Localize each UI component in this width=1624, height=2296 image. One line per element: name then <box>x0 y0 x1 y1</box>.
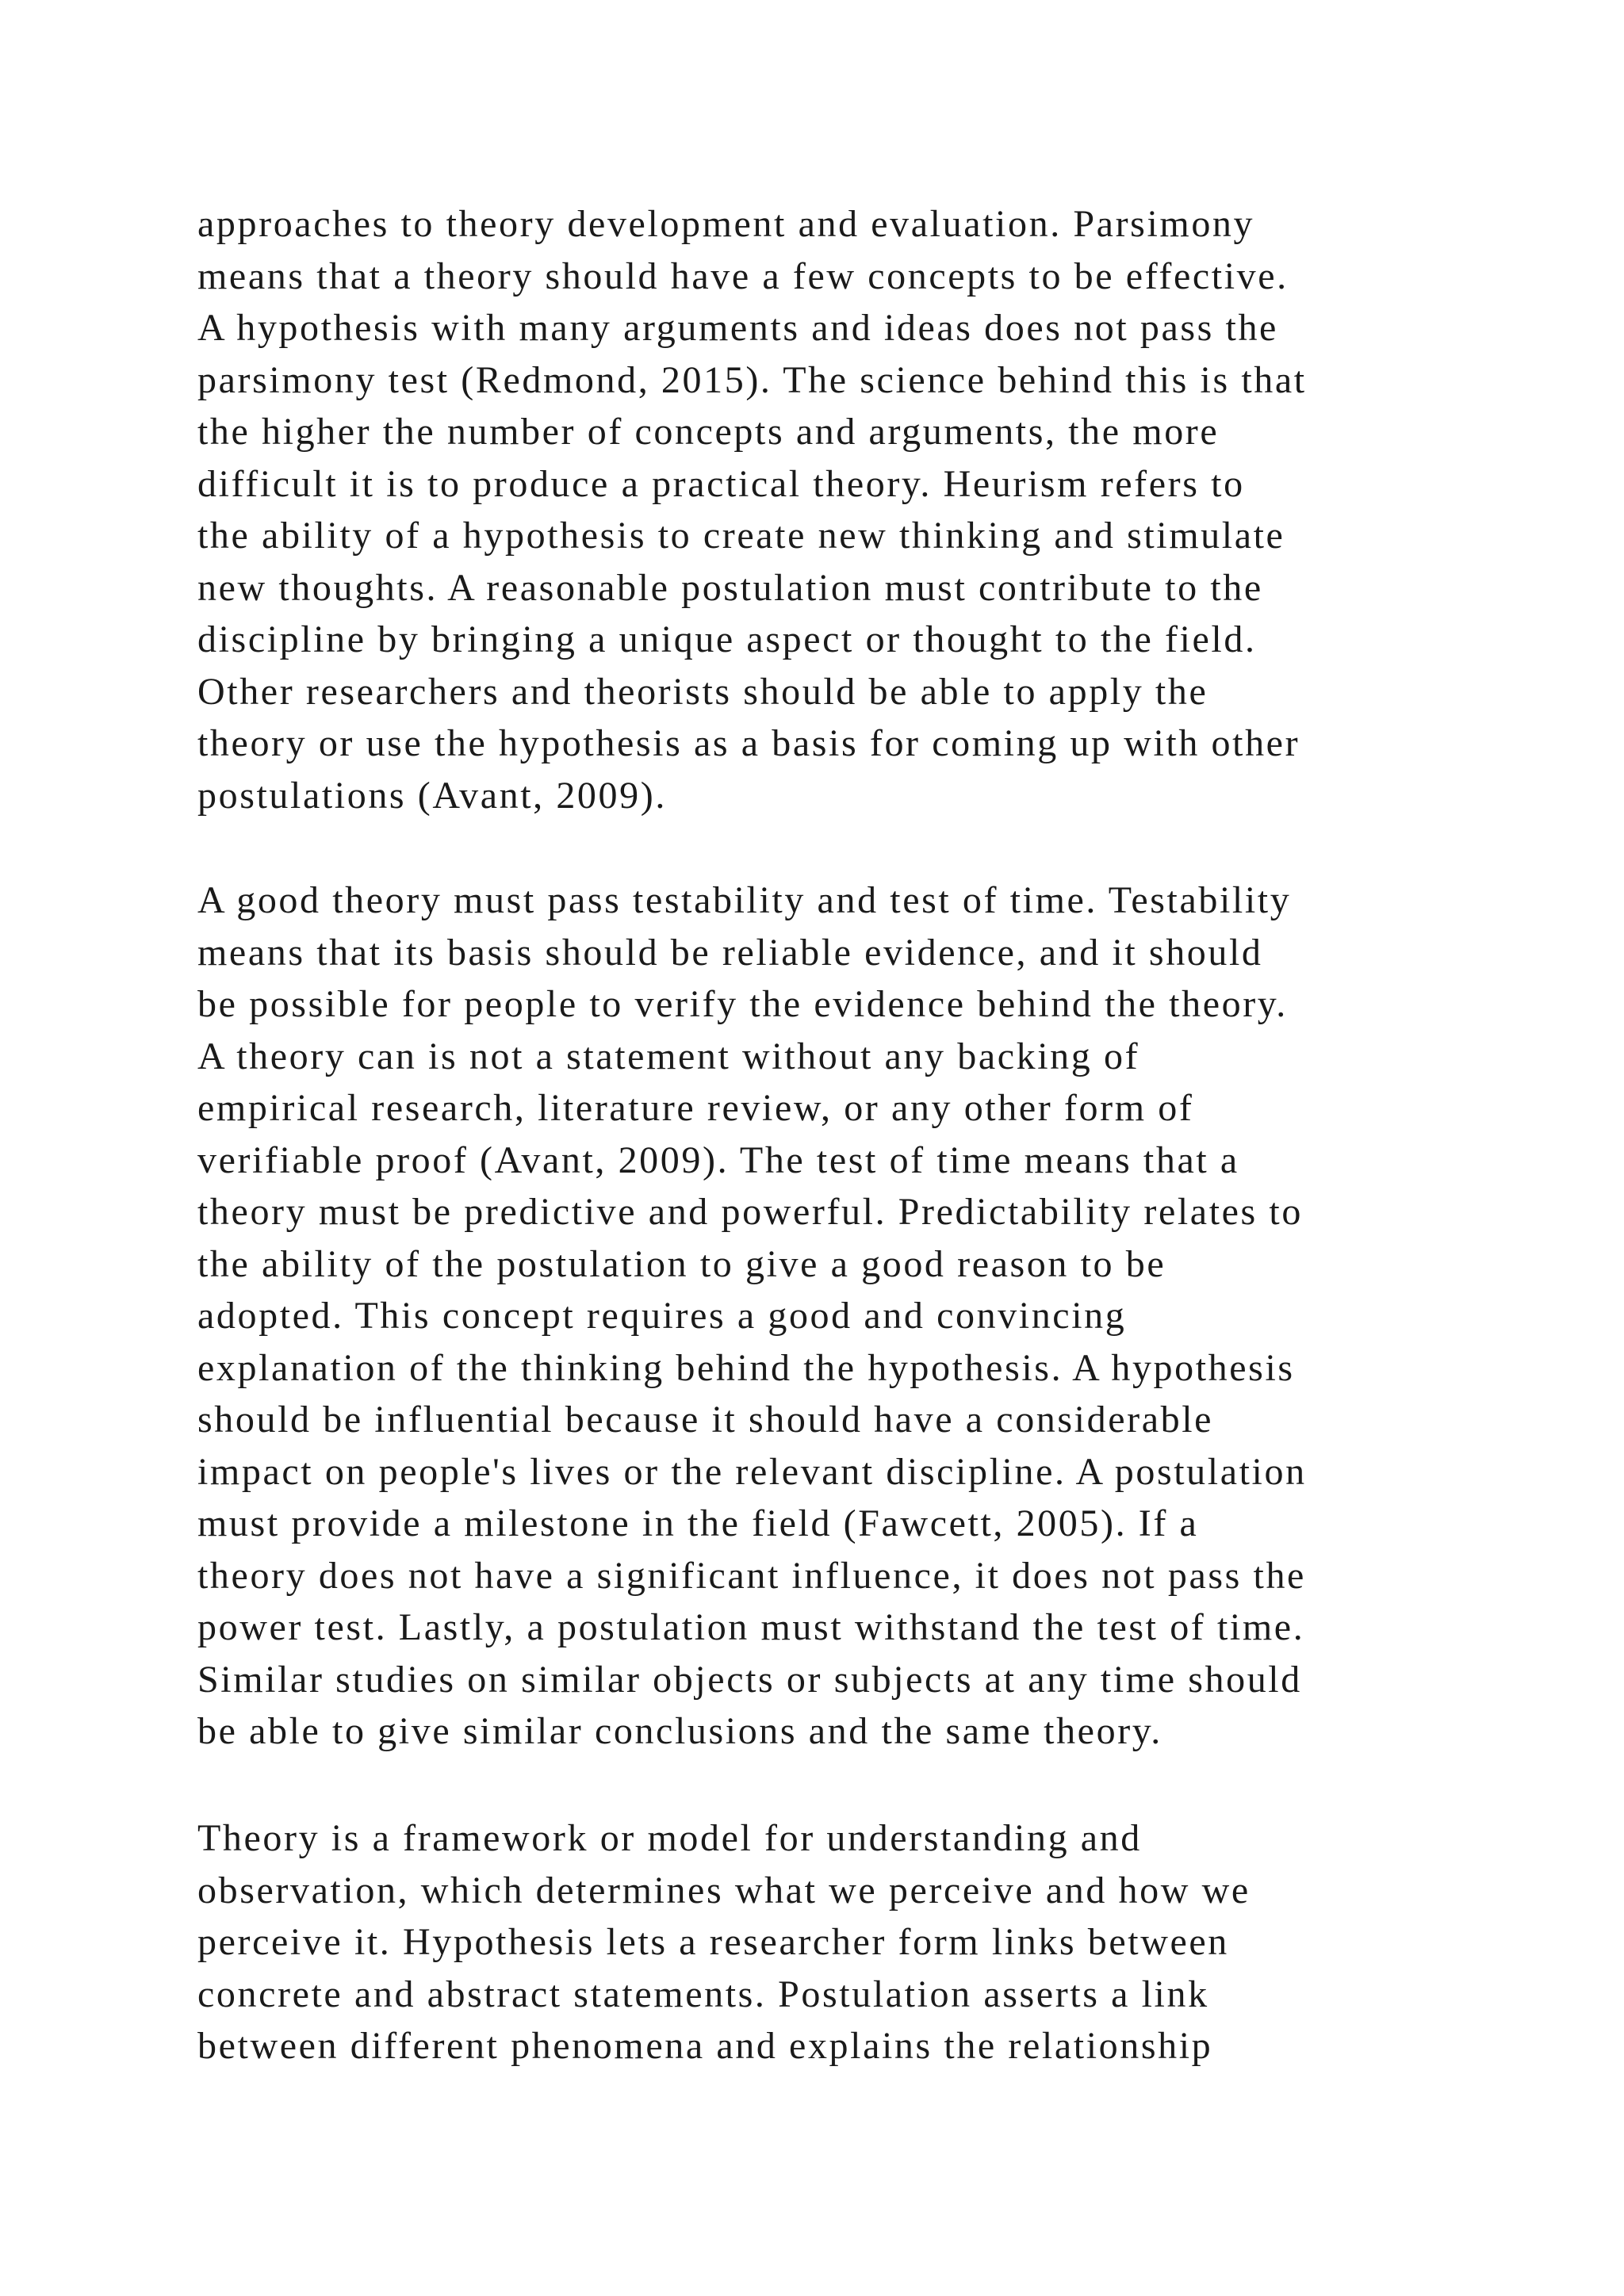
text-line: verifiable proof (Avant, 2009). The test of time means that a <box>197 1138 1239 1181</box>
text-line: approaches to theory development and evaluation. Parsimony <box>197 203 1255 245</box>
text-line: means that its basis should be reliable evidence, and it should <box>197 931 1263 974</box>
text-line: concrete and abstract statements. Postulation asserts a link <box>197 1973 1209 2015</box>
text-line: A good theory must pass testability and test of time. Testability <box>197 879 1292 921</box>
paragraph-1 <box>197 198 1498 821</box>
text-line: the ability of a hypothesis to create new thinking and stimulate <box>197 515 1285 557</box>
text-line: should be influential because it should have a considerable <box>197 1399 1214 1441</box>
text-line: A theory can is not a statement without any backing of <box>197 1035 1140 1077</box>
text-line: perceive it. Hypothesis lets a researcher form links between <box>197 1921 1229 1963</box>
text-line: theory must be predictive and powerful. Predictability relates to <box>197 1191 1303 1233</box>
text-line: difficult it is to produce a practical theory. Heurism refers to <box>197 462 1245 505</box>
text-line: must provide a milestone in the field (Fawcett, 2005). If a <box>197 1502 1199 1544</box>
text-line: Similar studies on similar objects or subjects at any time should <box>197 1658 1302 1701</box>
paragraph-3 <box>197 1812 1498 2072</box>
text-line: parsimony test (Redmond, 2015). The science behind this is that <box>197 358 1307 401</box>
text-line: between different phenomena and explains the relationship <box>197 2025 1213 2067</box>
text-line: empirical research, literature review, or any other form of <box>197 1087 1194 1129</box>
text-line: power test. Lastly, a postulation must withstand the test of time. <box>197 1606 1305 1648</box>
text-line: theory does not have a significant influence, it does not pass the <box>197 1554 1306 1597</box>
text-line: the higher the number of concepts and arguments, the more <box>197 411 1220 453</box>
text-line: impact on people's lives or the relevant discipline. A postulation <box>197 1450 1307 1493</box>
text-line: Theory is a framework or model for understanding and <box>197 1817 1142 1859</box>
text-line: be able to give similar conclusions and the same theory. <box>197 1710 1162 1752</box>
text-line: means that a theory should have a few concepts to be effective. <box>197 254 1289 297</box>
text-line: Other researchers and theorists should be able to apply the <box>197 670 1208 713</box>
text-line: A hypothesis with many arguments and ideas does not pass the <box>197 307 1278 349</box>
paragraph-2 <box>197 874 1498 1758</box>
text-line: discipline by bringing a unique aspect or thought to the field. <box>197 618 1257 660</box>
text-line: be possible for people to verify the evidence behind the theory. <box>197 983 1288 1025</box>
text-line: new thoughts. A reasonable postulation must contribute to the <box>197 566 1263 609</box>
text-line: explanation of the thinking behind the hypothesis. A hypothesis <box>197 1346 1295 1389</box>
text-line: adopted. This concept requires a good and convincing <box>197 1295 1127 1337</box>
text-line: postulations (Avant, 2009). <box>197 774 667 817</box>
text-line: the ability of the postulation to give a good reason to be <box>197 1242 1166 1285</box>
text-line: observation, which determines what we perceive and how we <box>197 1869 1251 1911</box>
text-line: theory or use the hypothesis as a basis for coming up with other <box>197 722 1300 764</box>
